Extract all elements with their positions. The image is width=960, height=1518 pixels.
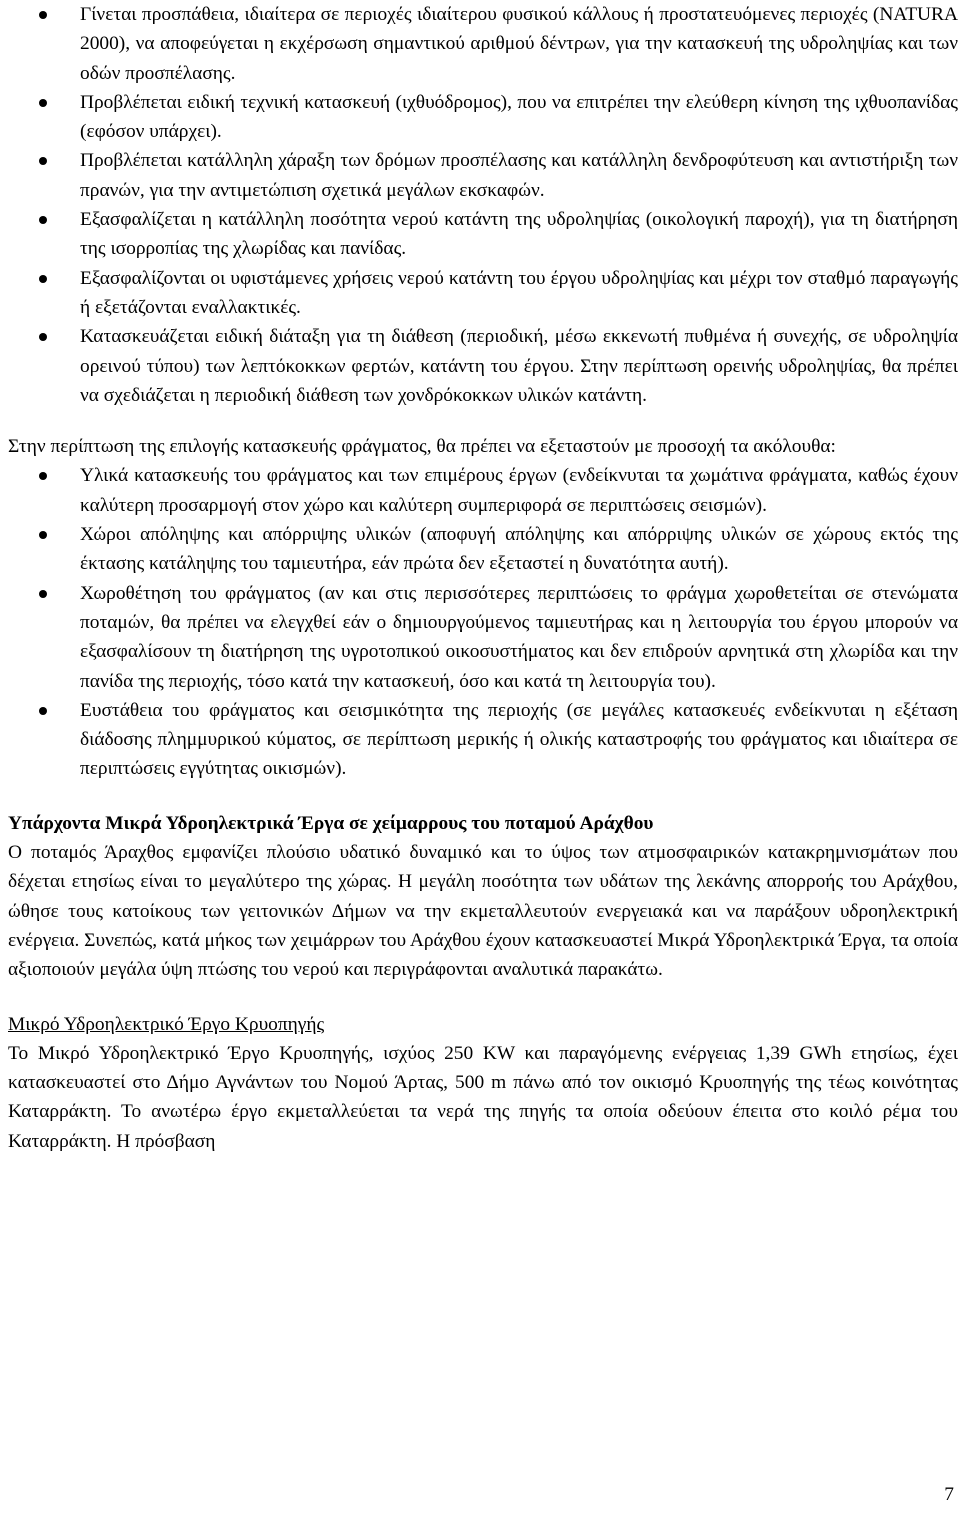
subsection-paragraph: Το Μικρό Υδροηλεκτρικό Έργο Κρυοπηγής, ισχύος 250 KW και παραγόμενης ενέργειας 1,39 GWh ετησίως, έχει κατασκευαστεί στο Δήμο Αγνάντων του Νομού Άρτας, 500 m πάνω από τον οικισμό Κρυοπηγής της τέως κοινότητας Καταρράκτη. Το ανωτέρω έργο εκμεταλλεύεται τα νερά της πηγής τα οποία οδεύουν έπειτα στο κοιλό ρέμα του Καταρράκτη. Η πρόσβαση: [8, 1042, 958, 1152]
mitigation-measures-list: [8, 0, 958, 410]
bullet-icon: [39, 531, 47, 539]
list-item-text: Γίνεται προσπάθεια, ιδιαίτερα σε περιοχές ιδιαίτερου φυσικού κάλλους ή προστατευόμενες περιοχές (NATURA 2000), να αποφεύγεται η εκχέρσωση σημαντικού αριθμού δέντρων, για την κατασκευή της υδροληψίας και των οδών προσπέλασης.: [80, 4, 958, 84]
list-item: [8, 696, 958, 784]
list-item: [8, 264, 958, 323]
list-item-text: Υλικά κατασκευής του φράγματος και των επιμέρους έργων (ενδείκνυται τα χωμάτινα φράγματα, καθώς έχουν καλύτερη προσαρμογή στον χώρο και καλύτερη συμπεριφορά σε περιπτώσεις σεισμών).: [80, 465, 958, 516]
list-item-text: Προβλέπεται κατάλληλη χάραξη των δρόμων προσπέλασης και κατάλληλη δενδροφύτευση και αντιστήριξη των πρανών, για την αντιμετώπιση σχετικά μεγάλων εκσκαφών.: [80, 150, 958, 201]
dam-intro-paragraph: Στην περίπτωση της επιλογής κατασκευής φράγματος, θα πρέπει να εξεταστούν με προσοχή τα ακόλουθα:: [8, 436, 836, 458]
list-item: [8, 146, 958, 205]
list-item: [8, 205, 958, 264]
list-item: [8, 0, 958, 88]
dam-considerations-list: [8, 461, 958, 783]
bullet-icon: [39, 333, 47, 341]
list-item-text: Ευστάθεια του φράγματος και σεισμικότητα της περιοχής (σε μεγάλες κατασκευές ενδείκνυται η εξέταση διάδοσης πλημμυρικού κύματος, σε περίπτωση μερικής ή ολικής καταστροφής του φράγματος και ιδιαίτερα σε περιπτώσεις εγγύτητας οικισμών).: [80, 699, 958, 780]
list-item-text: Χωροθέτηση του φράγματος (αν και στις περισσότερες περιπτώσεις το φράγμα χωροθετείται σε στενώματα ποταμών, θα πρέπει να ελεγχθεί εάν ο δημιουργούμενος ταμιευτήρας και η λειτουργία του έργου μπορούν να εξασφαλίσουν τη διατήρηση της υγροτοπικού οικοσυστήματος και δεν επιδρούν αρνητικά στη χλωρίδα και την πανίδα της περιοχής, τόσο κατά την κατασκευή, όσο και κατά τη λειτουργία του).: [80, 582, 958, 692]
subsection-heading: Μικρό Υδροηλεκτρικό Έργο Κρυοπηγής: [8, 1013, 325, 1035]
bullet-icon: [39, 157, 47, 165]
bullet-icon: [39, 216, 47, 224]
document-page: [8, 0, 958, 1156]
list-item-text: Εξασφαλίζεται η κατάλληλη ποσότητα νερού κατάντη της υδροληψίας (οικολογική παροχή), για τη διατήρηση της ισορροπίας της χλωρίδας και πανίδας.: [80, 209, 958, 260]
list-item: [8, 579, 958, 696]
list-item: [8, 88, 958, 147]
section-heading: Υπάρχοντα Μικρά Υδροηλεκτρικά Έργα σε χείμαρρους του ποταμού Αράχθου: [8, 812, 654, 834]
bullet-icon: [39, 472, 47, 480]
list-item: [8, 322, 958, 410]
list-item: [8, 520, 958, 579]
list-item: [8, 461, 958, 520]
bullet-icon: [39, 99, 47, 107]
section-paragraph: Ο ποταμός Άραχθος εμφανίζει πλούσιο υδατικό δυναμικό και το ύψος των ατμοσφαιρικών κατακρημνισμάτων που δέχεται ετησίως είναι το μεγαλύτερο της χώρας. Η μεγάλη ποσότητα των υδάτων της λεκάνης απορροής του Αράχθου, ώθησε τους κατοίκους των γειτονικών Δήμων να την εκμεταλλευτούν ενεργειακά και να παράξουν υδροηλεκτρική ενέργεια. Συνεπώς, κατά μήκος των χειμάρρων του Αράχθου έχουν κατασκευαστεί Μικρά Υδροηλεκτρικά Έργα, τα οποία αξιοποιούν μεγάλα ύψη πτώσης του νερού και περιγράφονται αναλυτικά παρακάτω.: [8, 842, 959, 981]
bullet-icon: [39, 590, 47, 598]
page-number: 7: [944, 1484, 954, 1505]
list-item-text: Εξασφαλίζονται οι υφιστάμενες χρήσεις νερού κατάντη του έργου υδροληψίας και μέχρι τον σταθμό παραγωγής ή εξετάζονται εναλλακτικές.: [80, 267, 958, 318]
list-item-text: Χώροι απόληψης και απόρριψης υλικών (αποφυγή απόληψης και απόρριψης υλικών σε χώρους εκτός της έκτασης κατάληψης του ταμιευτήρα, εάν πρώτα δεν εξεταστεί η δυνατότητα αυτή).: [80, 524, 958, 575]
bullet-icon: [39, 707, 47, 715]
bullet-icon: [39, 11, 47, 19]
list-item-text: Προβλέπεται ειδική τεχνική κατασκευή (ιχθυόδρομος), που να επιτρέπει την ελεύθερη κίνηση της ιχθυοπανίδας (εφόσον υπάρχει).: [80, 91, 958, 143]
list-item-text: Κατασκευάζεται ειδική διάταξη για τη διάθεση (περιοδική, μέσω εκκενωτή πυθμένα ή συνεχής, σε υδροληψία ορεινού τύπου) των λεπτόκοκκων φερτών, κατάντη του έργου. Στην περίπτωση ορεινής υδροληψίας, θα πρέπει να σχεδιάζεται η περιοδική διάθεση των χονδρόκοκκων υλικών κατάντη.: [80, 326, 958, 406]
bullet-icon: [39, 275, 47, 283]
